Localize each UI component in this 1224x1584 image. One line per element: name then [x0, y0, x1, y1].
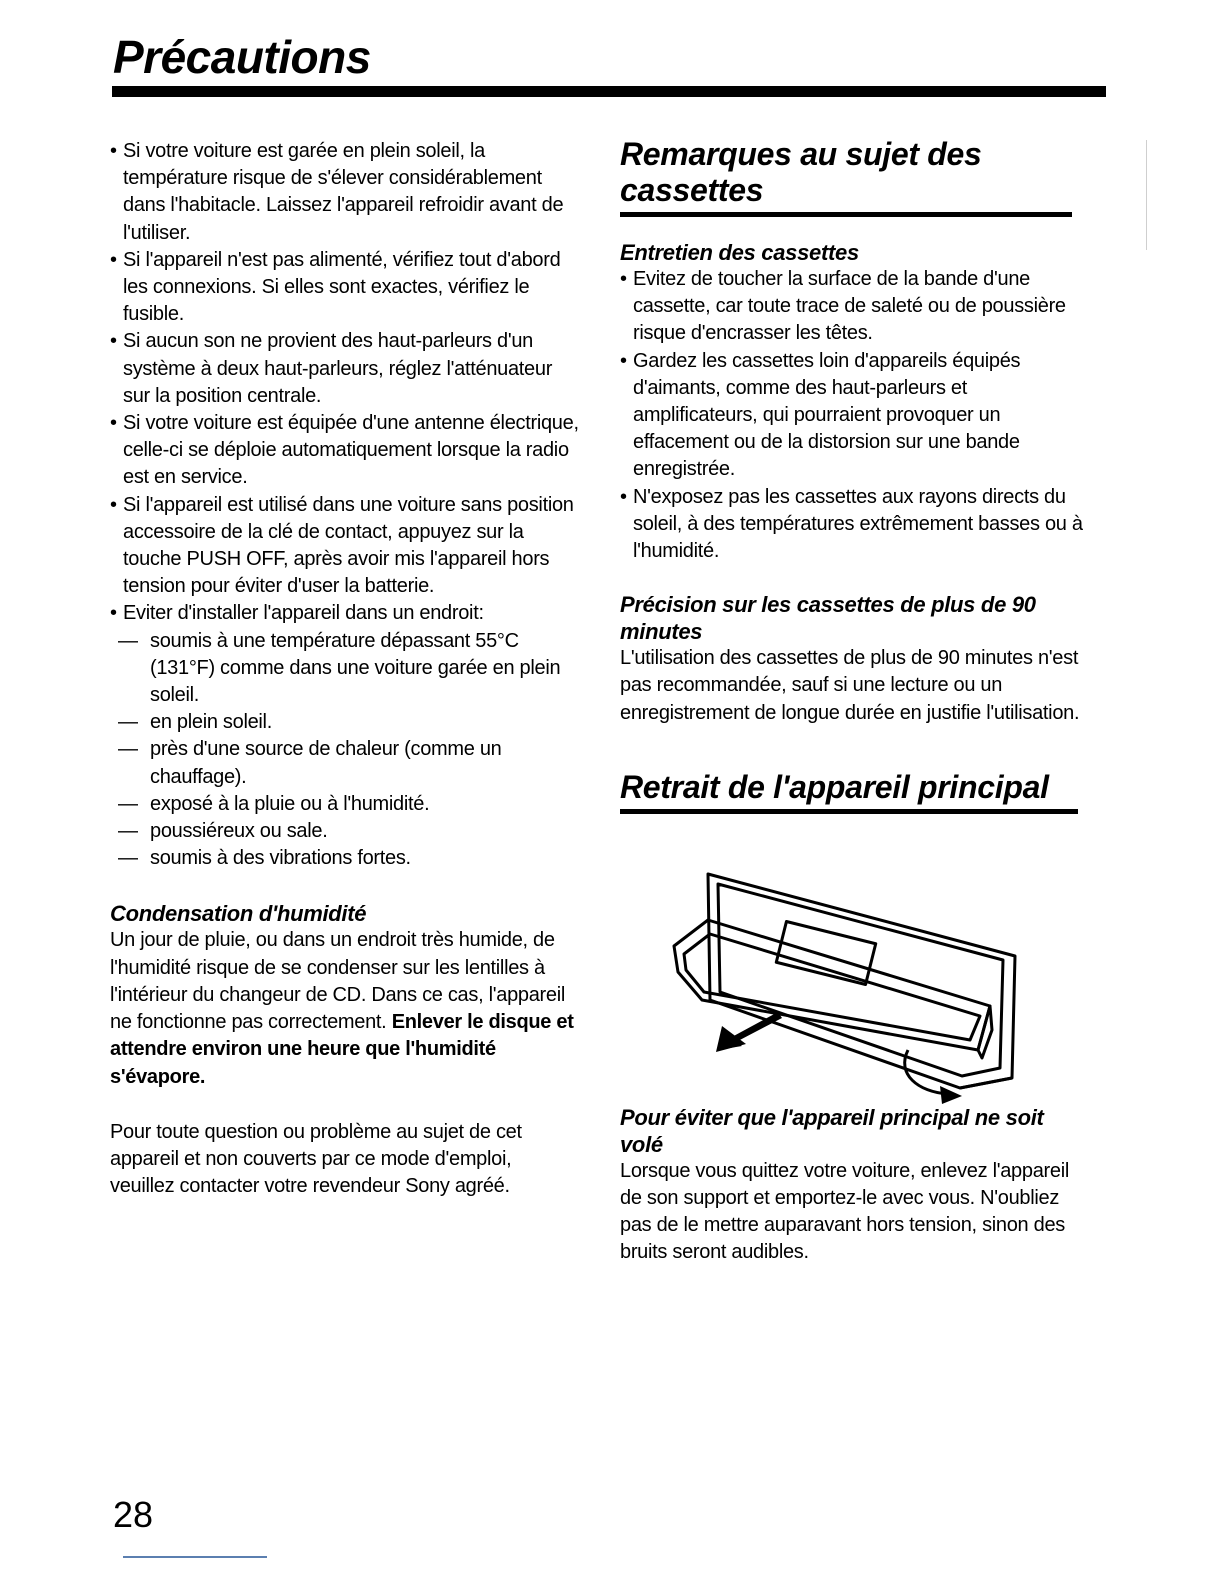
left-column: [110, 138, 580, 1200]
removal-section-heading: Retrait de l'appareil principal: [620, 769, 1078, 814]
condensation-heading: Condensation d'humidité: [110, 901, 367, 927]
page-number: 28: [113, 1494, 154, 1535]
panel-hinge: [978, 1006, 992, 1058]
contact-paragraph: Pour toute question ou problème au sujet de cet appareil et non couverts par ce mode d'emploi, veuillez contacter votre revendeur Sony agréé.: [110, 1120, 522, 1198]
bottom-rule: [123, 1556, 267, 1558]
page-title: Précautions: [113, 31, 371, 83]
list-item: • Eviter d'installer l'appareil dans un endroit:: [110, 600, 580, 627]
condensation-body: Un jour de pluie, ou dans un endroit très humide, de l'humidité risque de se condenser sur les lentilles à l'intérieur du changeur de CD. Dans ce cas, l'appareil ne fonctionne pas correctement.: [110, 929, 566, 1034]
panel-removal-illustration: [660, 860, 1030, 1110]
list-item: • N'exposez pas les cassettes aux rayons directs du soleil, à des températures extrêmement basses ou à l'humidité.: [620, 484, 1090, 566]
list-item: — poussiéreux ou sale.: [110, 818, 580, 845]
condensation-text: [110, 927, 580, 1090]
list-item: — près d'une source de chaleur (comme un chauffage).: [110, 736, 580, 790]
location-list: [110, 628, 580, 873]
precautions-list: [110, 138, 580, 628]
cassettes-section-heading: Remarques au sujet des cassettes: [620, 136, 1072, 217]
condensation-warning: Enlever le disque et attendre environ une heure que l'humidité s'évapore.: [110, 1011, 574, 1088]
list-item: — exposé à la pluie ou à l'humidité.: [110, 791, 580, 818]
list-item: • Si votre voiture est équipée d'une antenne électrique, celle-ci se déploie automatiquement lorsque la radio est en service.: [110, 410, 580, 492]
long-cassette-heading: Précision sur les cassettes de plus de 90 minutes: [620, 592, 1036, 645]
title-rule: [112, 86, 1106, 97]
cassette-care-list: [620, 266, 1090, 565]
theft-text: Lorsque vous quittez votre voiture, enlevez l'appareil de son support et emportez-le avec vous. N'oubliez pas de le mettre auparavant hors tension, sinon des bruits seront audibles.: [620, 1159, 1069, 1264]
list-item: • Si l'appareil est utilisé dans une voiture sans position accessoire de la clé de contact, appuyez sur la touche PUSH OFF, après avoir mis l'appareil hors tension pour éviter d'user la batterie.: [110, 492, 580, 601]
list-item: • Si aucun son ne provient des haut-parleurs d'un système à deux haut-parleurs, réglez l'atténuateur sur la position centrale.: [110, 328, 580, 410]
list-item: • Si l'appareil n'est pas alimenté, vérifiez tout d'abord les connexions. Si elles sont exactes, vérifiez le fusible.: [110, 247, 580, 329]
list-item: — en plein soleil.: [110, 709, 580, 736]
list-item: • Gardez les cassettes loin d'appareils équipés d'aimants, comme des haut-parleurs et amplificateurs, qui pourraient provoquer un effacement ou de la distorsion sur une bande enregistrée.: [620, 348, 1090, 484]
cassette-care-heading: Entretien des cassettes: [620, 240, 859, 265]
list-item: • Evitez de toucher la surface de la bande d'une cassette, car toute trace de saleté ou de poussière risque d'encrasser les têtes.: [620, 266, 1090, 348]
display-window: [776, 921, 875, 984]
list-item: • Si votre voiture est garée en plein soleil, la température risque de s'élever considérablement dans l'habitacle. Laissez l'appareil refroidir avant de l'utiliser.: [110, 138, 580, 247]
list-item: — soumis à une température dépassant 55°C (131°F) comme dans une voiture garée en plein soleil.: [110, 628, 580, 710]
margin-line: [1146, 140, 1147, 250]
list-item: — soumis à des vibrations fortes.: [110, 845, 580, 872]
long-cassette-text: L'utilisation des cassettes de plus de 90 minutes n'est pas recommandée, sauf si une lecture ou un enregistrement de longue durée en justifie l'utilisation.: [620, 647, 1080, 724]
theft-heading: Pour éviter que l'appareil principal ne soit volé: [620, 1104, 1044, 1157]
